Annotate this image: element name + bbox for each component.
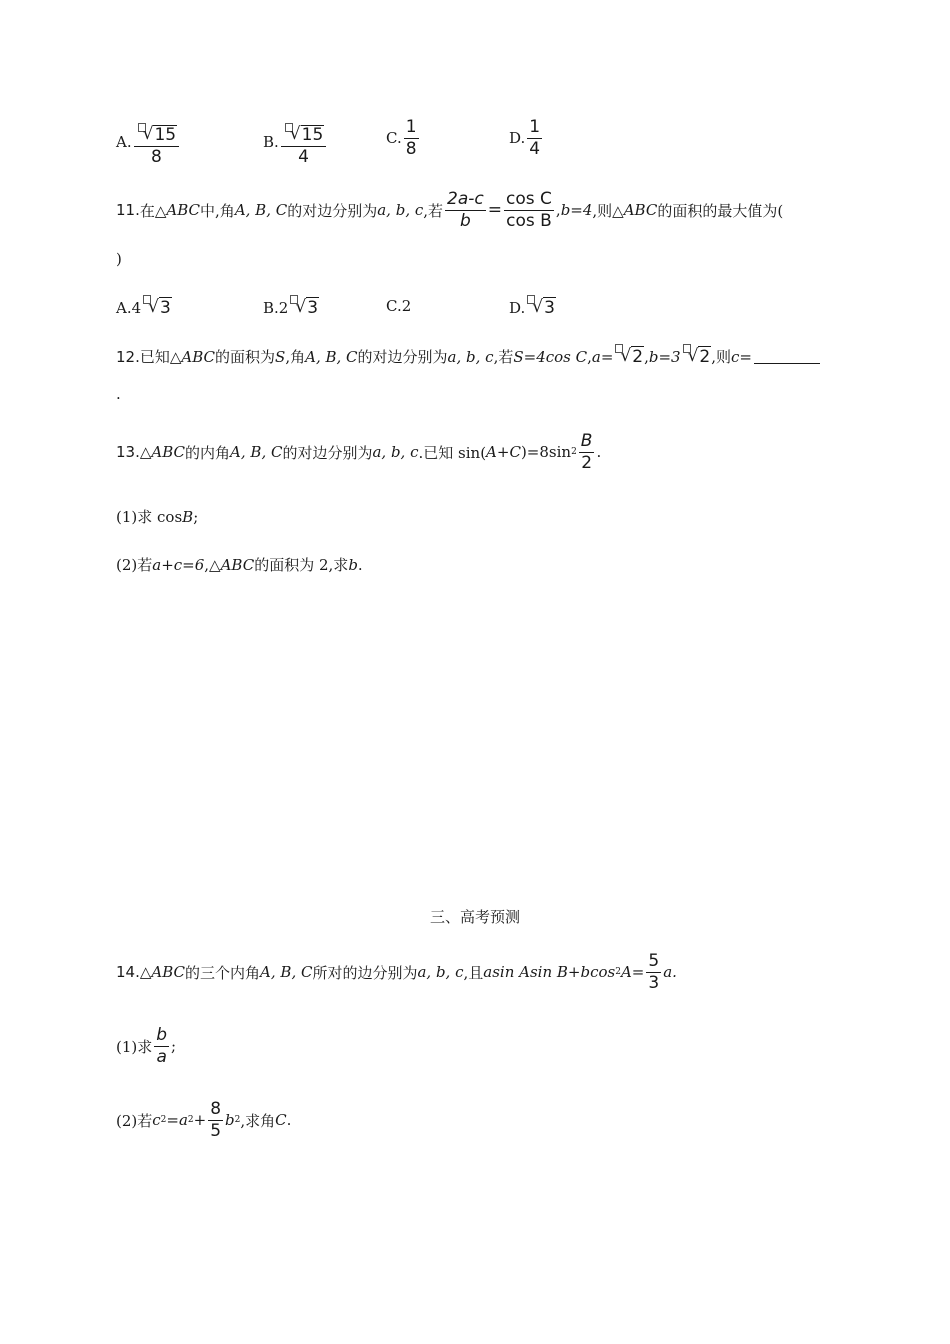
text-segment: ;: [171, 1037, 177, 1056]
text-segment: (1)求: [116, 1037, 153, 1056]
text-segment: 2: [401, 297, 412, 315]
text-segment: .: [596, 443, 602, 462]
radical-sign: √: [289, 124, 301, 144]
fraction-denominator: a: [156, 1046, 167, 1067]
root-symbol: [290, 297, 319, 318]
text-segment: ,: [555, 201, 561, 220]
text-segment: 的三个内角: [185, 963, 261, 982]
text-segment: 的对边分别为: [287, 201, 378, 220]
text-segment: ,: [587, 347, 592, 366]
text-segment: ,: [644, 347, 649, 366]
text-segment: b=3: [648, 347, 681, 366]
text-segment: .已知 sin(: [418, 443, 487, 462]
fraction-numerator: [134, 118, 179, 147]
text-segment: C: [275, 1111, 287, 1130]
text-segment: A+C: [486, 443, 521, 462]
text-segment: ,求角: [240, 1111, 276, 1130]
text-segment: S=4cos C: [513, 347, 588, 366]
fraction-denominator: 5: [210, 1120, 222, 1141]
fraction: [646, 952, 661, 992]
text-segment: ,则△: [592, 201, 624, 220]
text-segment: b: [348, 555, 358, 574]
root-symbol: [683, 346, 712, 367]
q10-option-d: [509, 118, 544, 158]
fraction-numerator: cos C: [506, 189, 552, 209]
text-segment: 所对的边分别为: [312, 963, 418, 982]
question-13-part-1: [116, 506, 198, 527]
text-segment: C.: [386, 297, 402, 315]
text-segment: △: [139, 443, 152, 462]
fraction-numerator: 2a-c: [447, 189, 484, 209]
radicand: 3: [160, 298, 171, 318]
text-segment: b=4: [560, 201, 593, 220]
text-segment: △: [139, 963, 152, 982]
question-13-part-2: [116, 554, 363, 575]
fraction-numerator: b: [156, 1025, 168, 1045]
question-12-end: [116, 385, 121, 403]
text-segment: A, B, C: [260, 963, 313, 982]
fraction: [445, 190, 486, 230]
text-segment: B.: [263, 133, 279, 152]
text-segment: =a: [166, 1111, 188, 1130]
fraction-numerator: [281, 118, 326, 147]
text-segment: .: [116, 385, 121, 403]
text-segment: ABC: [151, 443, 186, 462]
text-segment: 在△: [139, 201, 167, 220]
radicand: 15: [301, 125, 324, 145]
radical-sign: √: [532, 297, 544, 317]
question-11-close: [116, 250, 122, 268]
radical-sign: √: [148, 297, 159, 317]
question-14: 14. △ ABC 的三个内角 A, B, C 所对的边分别为 a, b, c ,且 asin Asin B+bcos 2 A= $\frac{5}{3}$ a.: [116, 951, 677, 993]
text-segment: ABC: [623, 201, 658, 220]
text-segment: a+c=6: [152, 555, 205, 574]
fraction-denominator: 3: [648, 972, 660, 993]
root-symbol: [285, 125, 324, 145]
text-segment: .: [357, 555, 363, 574]
fraction-numerator: B: [580, 431, 593, 451]
text-segment: ,若: [493, 348, 514, 366]
fraction-denominator: 4: [529, 138, 541, 159]
fraction-denominator: 2: [581, 452, 593, 473]
text-segment: a=: [591, 347, 614, 366]
radicand: 3: [544, 298, 555, 318]
radicand: 15: [154, 125, 177, 145]
text-segment: ABC: [181, 347, 216, 366]
text-segment: 4: [131, 298, 142, 317]
radical-sign: √: [620, 346, 632, 366]
question-12: [116, 346, 820, 367]
text-segment: .: [286, 1111, 292, 1130]
question-14-part-1: [116, 1026, 176, 1066]
section-title: 三、高考预测: [429, 908, 520, 926]
fraction-denominator: cos B: [506, 210, 552, 231]
root-symbol: [527, 297, 556, 318]
text-segment: =: [487, 200, 503, 221]
fraction-denominator: 4: [298, 146, 309, 167]
text-segment: c=: [731, 347, 753, 366]
q11-option-d: [509, 297, 556, 318]
text-segment: 14.: [116, 963, 140, 982]
fraction-numerator: 1: [529, 117, 541, 137]
text-segment: c: [152, 1111, 161, 1130]
q11-option-b: [263, 297, 319, 318]
text-segment: ABC: [220, 555, 255, 574]
text-segment: a.: [663, 963, 677, 982]
text-segment: D.: [509, 298, 526, 317]
text-segment: )=8sin: [520, 443, 572, 462]
fraction-numerator: 5: [648, 951, 660, 971]
q10-option-a: [116, 118, 181, 166]
question-14-part-2: (2)若 c 2 =a 2 + $\frac{8}{5}$ b 2 ,求角 C .: [116, 1099, 292, 1141]
fraction-numerator: 8: [210, 1099, 222, 1119]
fraction: [579, 432, 595, 472]
root-symbol: [615, 346, 644, 367]
radicand: 3: [307, 298, 319, 318]
text-segment: a, b, c: [377, 201, 424, 220]
text-segment: (2)若: [116, 556, 153, 574]
text-segment: 的面积为 2,求: [254, 556, 349, 574]
root-symbol: [138, 125, 177, 145]
text-segment: 的对边分别为: [282, 443, 373, 462]
text-segment: ABC: [166, 201, 201, 220]
text-segment: (2)若: [116, 1111, 153, 1130]
q11-option-a: [116, 297, 172, 318]
text-segment: 11.: [116, 201, 140, 220]
radical-sign: √: [295, 297, 307, 317]
text-segment: 13.: [116, 443, 140, 462]
text-segment: ,△: [204, 555, 221, 574]
text-segment: ,则: [711, 348, 732, 366]
text-segment: 的面积为: [215, 348, 276, 366]
text-segment: ,且: [463, 963, 484, 982]
text-segment: ABC: [151, 963, 186, 982]
radicand: 2: [632, 347, 644, 367]
text-segment: C.: [386, 129, 402, 148]
question-13: 13. △ ABC 的内角 A, B, C 的对边分别为 a, b, c .已知 sin( A+C )=8sin 2 $\frac{B}{2}$ .: [116, 431, 602, 473]
text-segment: 12.: [116, 347, 140, 366]
q10-option-b: [263, 118, 328, 166]
text-segment: B: [182, 507, 194, 526]
text-segment: A.: [116, 133, 132, 152]
fraction-numerator: 1: [405, 117, 417, 137]
text-segment: B.: [263, 298, 279, 317]
text-segment: b: [225, 1111, 235, 1130]
text-segment: 的面积的最大值为(: [657, 201, 784, 220]
text-segment: ,角: [285, 348, 306, 366]
radical-sign: √: [687, 346, 699, 366]
q10-option-c: [386, 118, 421, 158]
fraction: [504, 190, 554, 230]
text-segment: ,若: [423, 201, 444, 220]
fraction-denominator: 8: [150, 146, 162, 167]
text-segment: 的对边分别为: [357, 348, 448, 366]
answer-blank: [754, 349, 820, 364]
text-segment: asin Asin B+bcos: [483, 963, 616, 982]
text-segment: a, b, c: [372, 443, 419, 462]
fraction: [134, 118, 179, 166]
fraction: [281, 118, 326, 166]
radical-sign: √: [142, 124, 154, 144]
text-segment: ;: [193, 507, 199, 526]
text-segment: ): [116, 250, 122, 268]
question-11: [116, 190, 783, 230]
text-segment: +: [193, 1111, 207, 1130]
fraction: [527, 118, 542, 158]
text-segment: 的内角: [185, 443, 231, 462]
fraction: [208, 1100, 223, 1140]
radicand: 2: [699, 347, 711, 367]
fraction: [404, 118, 419, 158]
text-segment: 中,角: [200, 201, 235, 220]
text-segment: D.: [509, 129, 526, 148]
fraction-denominator: 8: [405, 138, 417, 159]
text-segment: A, B, C: [234, 201, 288, 220]
text-segment: A, B, C: [305, 347, 358, 366]
text-segment: A=: [620, 963, 645, 982]
text-segment: 已知△: [139, 348, 182, 366]
q11-option-c: [386, 297, 411, 315]
text-segment: a, b, c: [447, 347, 494, 366]
root-symbol: [143, 297, 172, 318]
fraction-denominator: b: [460, 210, 471, 231]
text-segment: a, b, c: [417, 963, 464, 982]
fraction: [154, 1026, 169, 1066]
text-segment: A.: [116, 298, 132, 317]
text-segment: S: [275, 347, 286, 366]
text-segment: A, B, C: [230, 443, 283, 462]
text-segment: (1)求 cos: [116, 508, 183, 526]
text-segment: 2: [278, 298, 289, 317]
